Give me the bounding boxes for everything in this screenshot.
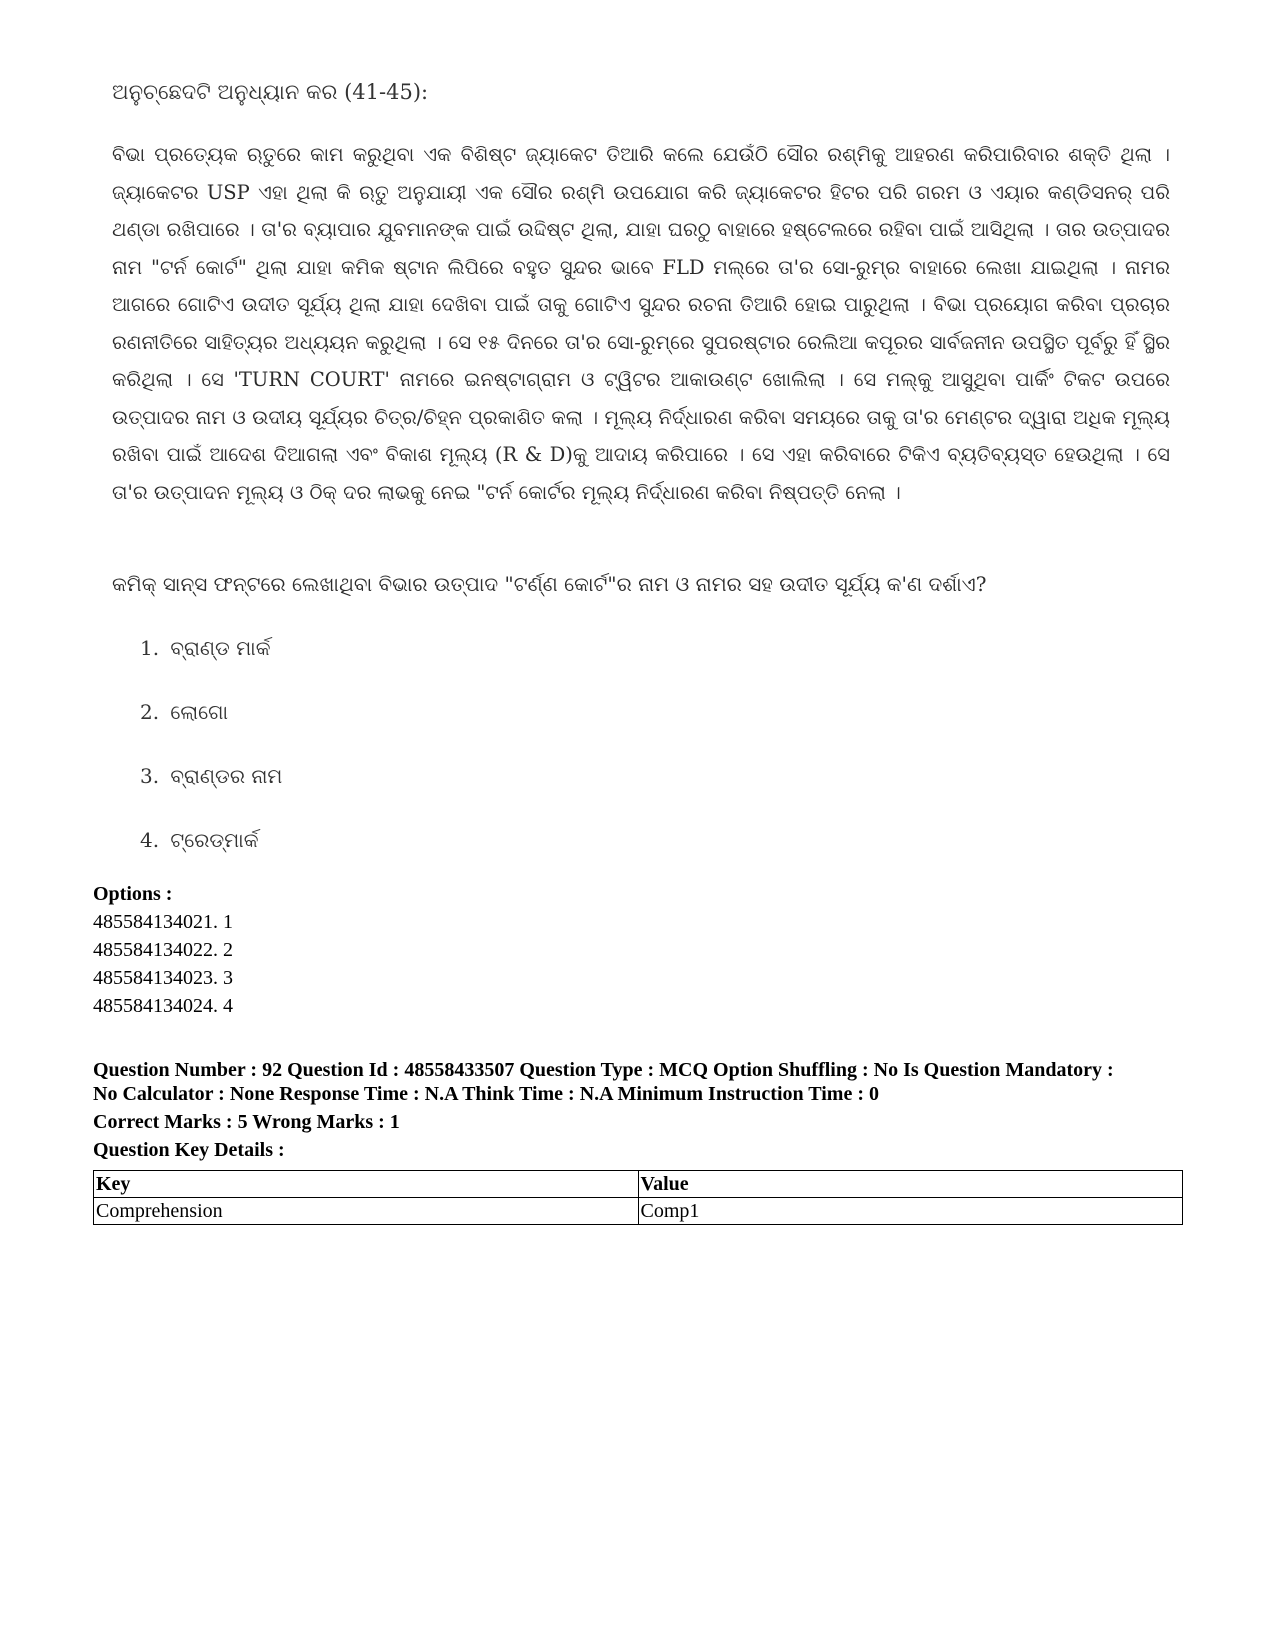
choice-number: 2. [140,700,160,724]
table-cell-key: Comprehension [94,1198,639,1225]
key-details-label: Question Key Details : [93,1139,285,1161]
answer-choices [140,636,282,892]
table-header-value: Value [638,1171,1183,1198]
comprehension-passage [112,136,1170,511]
question-text: କମିକ୍ ସାନ୍ସ ଫନ୍ଟରେ ଲେଖାଥିବା ବିଭାର ଉତ୍ପାଦ "ଟର୍ଣ୍ଣ କୋର୍ଟ"ର ନାମ ଓ ନାମର ସହ ଉଦୀତ ସୂର୍ଯ୍ୟ କ'ଣ ଦର୍ଶାଏ? [112,572,987,596]
option-id: 485584134023. 3 [93,967,233,989]
choice-text: ଲୋଗୋ [170,700,229,724]
table-row [94,1198,1183,1225]
passage-text: ବିଭା ପ୍ରତ୍ୟେକ ଋତୁରେ କାମ କରୁଥିବା ଏକ ବିଶିଷ୍ଟ ଜ୍ୟାକେଟ ତିଆରି କଲେ ଯେଉଁଠି ସୌର ରଶ୍ମିକୁ ଆହରଣ କରିପାରିବାର ଶକ୍ତି ଥିଲା । ଜ୍ୟାକେଟର USP ଏହା ଥିଲା କି ଋତୁ ଅନୁଯାୟୀ ଏକ ସୌର ରଶ୍ମି ଉପଯୋଗ କରି ଜ୍ୟାକେଟର ହିଟର ପରି ଗରମ ଓ ଏୟାର କଣ୍ଡିସନର୍ ପରି ଥଣ୍ଡା ରଖିପାରେ । ତା'ର ବ୍ୟାପାର ଯୁବମାନଙ୍କ ପାଇଁ ଉଦ୍ଦିଷ୍ଟ ଥିଲା, ଯାହା ଘରଠୁ ବାହାରେ ହଷ୍ଟେଲରେ ରହିବା ପାଇଁ ଆସିଥିଲା । ତାର ଉତ୍ପାଦର ନାମ "ଟର୍ନ କୋର୍ଟ" ଥିଲା ଯାହା କମିକ ଷ୍ଟାନ ଲିପିରେ ବହୁତ ସୁନ୍ଦର ଭାବେ FLD ମଲ୍‌ରେ ତା'ର ସୋ-ରୁମ୍‌ର ବାହାରେ ଲେଖା ଯାଇଥିଲା । ନାମର ଆଗରେ ଗୋଟିଏ ଉଦୀତ ସୂର୍ଯ୍ୟ ଥିଲା ଯାହା ଦେଖିବା ପାଇଁ ତାକୁ ଗୋଟିଏ ସୁନ୍ଦର ରଚନା ତିଆରି ହୋଇ ପାରୁଥିଲା । ବିଭା ପ୍ରୟୋଗ କରିବା ପ୍ରଚାର ରଣନୀତିରେ ସାହିତ୍ୟର ଅଧ୍ୟୟନ କରୁଥିଲା । ସେ ୧୫ ଦିନରେ ତା'ର ସୋ-ରୁମ୍‌ରେ ସୁପରଷ୍ଟାର ରେଲିଆ କପୂରର ସାର୍ବଜନୀନ ଉପସ୍ଥିତ ପୂର୍ବରୁ ହିଁ ସ୍ଥିର କରିଥିଲା । ସେ 'TURN COURT' ନାମରେ ଇନଷ୍ଟାଗ୍ରାମ ଓ ଟ୍ୱିଟର ଆକାଉଣ୍ଟ ଖୋଲିଲା । ସେ ମଲ୍‌କୁ ଆସୁଥିବା ପାର୍କିଂ ଟିକଟ ଉପରେ ଉତ୍ପାଦର ନାମ ଓ ଉଦୀୟ ସୂର୍ଯ୍ୟର ଚିତ୍ର/ଚିହ୍ନ ପ୍ରକାଶିତ କଲା । ମୂଲ୍ୟ ନିର୍ଦ୍ଧାରଣ କରିବା ସମୟରେ ତାକୁ ତା'ର ମେଣ୍ଟର ଦ୍ୱାରା ଅଧିକ ମୂଲ୍ୟ ରଖିବା ପାଇଁ ଆଦେଶ ଦିଆଗଲା ଏବଂ ବିକାଶ ମୂଲ୍ୟ (R & D)କୁ ଆଦାୟ କରିପାରେ । ସେ ଏହା କରିବାରେ ଟିକିଏ ବ୍ୟତିବ୍ୟସ୍ତ ହେଉଥିଲା । ସେ ତା'ର ଉତ୍ପାଦନ ମୂଲ୍ୟ ଓ ଠିକ୍ ଦର ଲାଭକୁ ନେଇ "ଟର୍ନ କୋର୍ଟର ମୂଲ୍ୟ ନିର୍ଦ୍ଧାରଣ କରିବା ନିଷ୍ପତ୍ତି ନେଲା । [112,143,1170,504]
choice-text: ଟ୍ରେଡ୍‌ମାର୍କ [170,828,259,852]
choice-item [140,700,282,764]
table-header-row [94,1171,1183,1198]
choice-item [140,636,282,700]
choice-number: 4. [140,828,160,852]
choice-item [140,764,282,828]
choice-text: ବ୍ରାଣ୍ଡ ମାର୍କ [170,636,271,660]
meta-line-1: Question Number : 92 Question Id : 48558433507 Question Type : MCQ Option Shuffling : No Is Question Mandatory : [93,1059,1114,1081]
table-header-key: Key [94,1171,639,1198]
option-id: 485584134021. 1 [93,911,233,933]
key-details-table [93,1170,1183,1225]
marks-line: Correct Marks : 5 Wrong Marks : 1 [93,1111,400,1133]
passage-heading: ଅନୁଚ୍ଛେଦଟି ଅନୁଧ୍ୟାନ କର (41-45): [112,80,429,104]
choice-number: 1. [140,636,160,660]
meta-line-2: No Calculator : None Response Time : N.A Think Time : N.A Minimum Instruction Time : 0 [93,1083,879,1105]
question-metadata [93,1058,1193,1162]
choice-text: ବ୍ରାଣ୍ଡର ନାମ [170,764,283,788]
option-id: 485584134024. 4 [93,995,233,1017]
choice-number: 3. [140,764,160,788]
options-label: Options : [93,883,173,905]
table-cell-value: Comp1 [638,1198,1183,1225]
option-id: 485584134022. 2 [93,939,233,961]
options-list [93,880,233,1020]
